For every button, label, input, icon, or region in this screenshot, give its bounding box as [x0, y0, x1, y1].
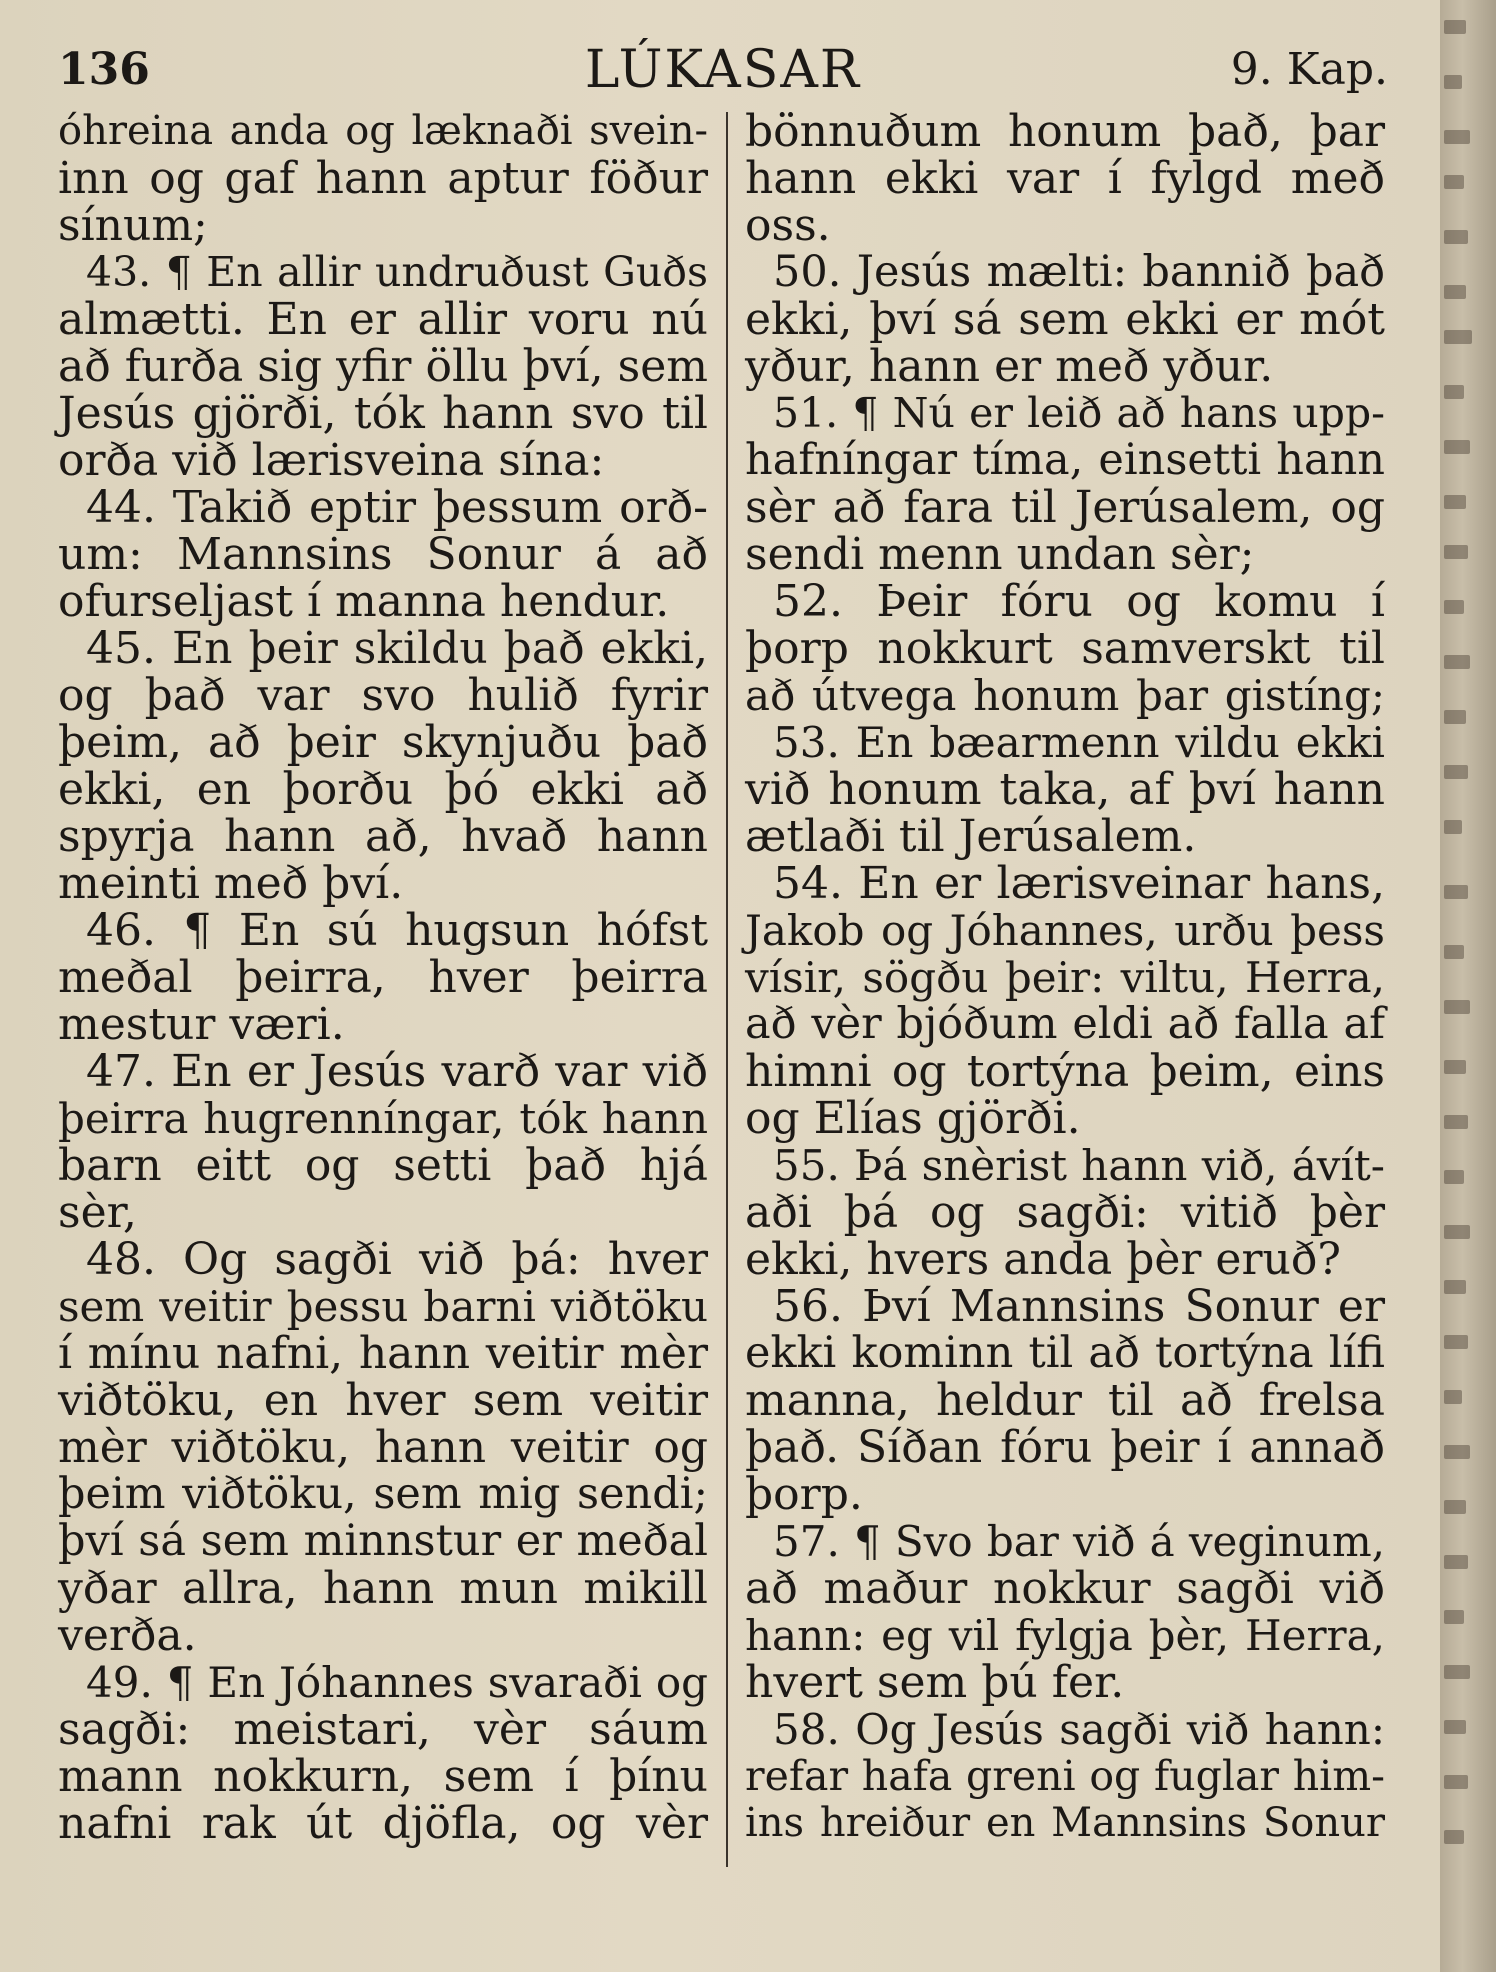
text-line: Jakob og Jóhannes, urðu þess — [745, 906, 1385, 955]
text-line: í mínu nafni, hann veitir mèr — [58, 1328, 708, 1379]
edge-text-fragment — [1444, 1830, 1464, 1844]
text-line: 58. Og Jesús sagði við hann: — [773, 1705, 1385, 1754]
chapter-label: 9. Kap. — [1230, 44, 1388, 95]
text-line: um: Mannsins Sonur á að — [58, 529, 708, 580]
text-line: oss. — [745, 200, 831, 251]
text-line: 43. ¶ En allir undruðust Guðs — [86, 248, 708, 296]
edge-text-fragment — [1444, 1775, 1468, 1789]
text-line: himni og tortýna þeim, eins — [745, 1046, 1385, 1097]
text-line: þeim, að þeir skynjuðu það — [58, 717, 708, 768]
text-line: við honum taka, af því hann — [745, 764, 1385, 815]
column-divider — [726, 112, 728, 1867]
text-line: að furða sig yfir öllu því, sem — [58, 341, 708, 392]
text-line: sendi menn undan sèr; — [745, 529, 1255, 580]
text-line: ekki kominn til að tortýna lífi — [745, 1328, 1385, 1378]
text-line: almætti. En er allir voru nú — [58, 294, 708, 345]
text-line: refar hafa greni og fuglar him- — [745, 1752, 1385, 1800]
edge-text-fragment — [1444, 1225, 1470, 1239]
text-line: þeim viðtöku, sem mig sendi; — [58, 1469, 708, 1519]
text-line: spyrja hann að, hvað hann — [58, 811, 708, 862]
edge-text-fragment — [1444, 440, 1470, 454]
edge-text-fragment — [1444, 885, 1468, 899]
text-line: sagði: meistari, vèr sáum — [58, 1704, 708, 1755]
edge-text-fragment — [1444, 710, 1466, 724]
right-text-column — [745, 108, 1385, 1847]
text-line: 56. Því Mannsins Sonur er — [773, 1281, 1385, 1332]
text-line: aði þá og sagði: vitið þèr — [745, 1187, 1385, 1238]
text-line: ofurseljast í manna hendur. — [58, 576, 670, 627]
text-line: verða. — [58, 1610, 197, 1661]
edge-text-fragment — [1444, 385, 1464, 399]
text-line: inn og gaf hann aptur föður — [58, 153, 708, 204]
text-line: að vèr bjóðum eldi að falla af — [745, 999, 1385, 1049]
text-line: viðtöku, en hver sem veitir — [58, 1375, 708, 1426]
text-line: yður, hann er með yður. — [745, 341, 1274, 392]
text-line: ekki, en þorðu þó ekki að — [58, 764, 708, 815]
edge-text-fragment — [1444, 1335, 1468, 1349]
text-line: hann: eg vil fylgja þèr, Herra, — [745, 1611, 1385, 1660]
edge-text-fragment — [1444, 20, 1466, 34]
edge-text-fragment — [1444, 175, 1464, 189]
edge-text-fragment — [1444, 1500, 1466, 1514]
text-line: ekki, því sá sem ekki er mót — [745, 294, 1385, 345]
adjacent-page-edge — [1440, 0, 1496, 1972]
edge-text-fragment — [1444, 820, 1462, 834]
page-number: 136 — [58, 44, 150, 95]
edge-text-fragment — [1444, 75, 1462, 89]
text-line: og það var svo hulið fyrir — [58, 670, 708, 721]
text-line: þorp. — [745, 1469, 863, 1520]
text-line: Jesús gjörði, tók hann svo til — [58, 388, 708, 439]
edge-text-fragment — [1444, 1610, 1464, 1624]
text-line: hvert sem þú fer. — [745, 1657, 1125, 1708]
text-line: sèr að fara til Jerúsalem, og — [745, 482, 1385, 533]
text-line: orða við lærisveina sína: — [58, 435, 605, 486]
edge-text-fragment — [1444, 945, 1464, 959]
text-line: ætlaði til Jerúsalem. — [745, 811, 1197, 862]
text-line: meinti með því. — [58, 858, 404, 909]
edge-text-fragment — [1444, 600, 1464, 614]
edge-text-fragment — [1444, 1000, 1470, 1014]
text-line: sínum; — [58, 200, 208, 251]
edge-text-fragment — [1444, 1170, 1464, 1184]
edge-text-fragment — [1444, 230, 1468, 244]
text-line: 45. En þeir skildu það ekki, — [86, 623, 708, 674]
text-line: 55. Þá snèrist hann við, ávít- — [773, 1141, 1385, 1190]
text-line: meðal þeirra, hver þeirra — [58, 952, 708, 1003]
text-line: 49. ¶ En Jóhannes svaraði og — [86, 1658, 708, 1707]
text-line: þeirra hugrenníngar, tók hann — [58, 1094, 708, 1143]
text-line: mestur væri. — [58, 999, 345, 1050]
book-title: LÚKASAR — [584, 40, 862, 100]
text-line: sem veitir þessu barni viðtöku — [58, 1282, 708, 1331]
text-line: þorp nokkurt samverskt til — [745, 623, 1385, 674]
text-line: mann nokkurn, sem í þínu — [58, 1751, 708, 1802]
text-line: að útvega honum þar gistíng; — [745, 671, 1385, 720]
text-line: hann ekki var í fylgd með — [745, 153, 1385, 204]
text-line: 57. ¶ Svo bar við á veginum, — [773, 1517, 1385, 1566]
text-line: ekki, hvers anda þèr eruð? — [745, 1234, 1341, 1285]
text-line: sèr, — [58, 1187, 137, 1238]
text-line: nafni rak út djöfla, og vèr — [58, 1798, 708, 1849]
text-line: 46. ¶ En sú hugsun hófst — [86, 905, 708, 956]
text-line: 47. En er Jesús varð var við — [86, 1046, 708, 1097]
text-line: 50. Jesús mælti: bannið það — [773, 247, 1385, 297]
edge-text-fragment — [1444, 1555, 1468, 1569]
text-line: 51. ¶ Nú er leið að hans upp- — [773, 389, 1385, 437]
edge-text-fragment — [1444, 330, 1472, 344]
text-line: hafníngar tíma, einsetti hann — [745, 435, 1385, 485]
running-header — [58, 40, 1388, 100]
text-line: vísir, sögðu þeir: viltu, Herra, — [745, 953, 1385, 1002]
text-line: mèr viðtöku, hann veitir og — [58, 1422, 708, 1473]
edge-text-fragment — [1444, 1390, 1462, 1404]
edge-text-fragment — [1444, 1280, 1466, 1294]
text-line: óhreina anda og læknaði svein- — [58, 108, 708, 154]
left-text-column — [58, 108, 708, 1847]
edge-text-fragment — [1444, 285, 1466, 299]
text-line: 48. Og sagði við þá: hver — [86, 1234, 708, 1285]
edge-text-fragment — [1444, 130, 1470, 144]
edge-text-fragment — [1444, 1060, 1466, 1074]
edge-text-fragment — [1444, 765, 1468, 779]
text-line: barn eitt og setti það hjá — [58, 1140, 708, 1191]
text-line: 54. En er lærisveinar hans, — [773, 858, 1385, 909]
edge-text-fragment — [1444, 1720, 1466, 1734]
text-line: manna, heldur til að frelsa — [745, 1375, 1385, 1426]
text-line: 53. En bæarmenn vildu ekki — [773, 718, 1385, 767]
edge-text-fragment — [1444, 655, 1470, 669]
text-line: yðar allra, hann mun mikill — [58, 1563, 708, 1614]
edge-text-fragment — [1444, 1445, 1470, 1459]
text-line: það. Síðan fóru þeir í annað — [745, 1422, 1385, 1473]
text-line: ins hreiður en Mannsins Sonur — [745, 1800, 1385, 1846]
edge-text-fragment — [1444, 545, 1468, 559]
edge-text-fragment — [1444, 1665, 1470, 1679]
edge-text-fragment — [1444, 495, 1466, 509]
text-line: og Elías gjörði. — [745, 1093, 1081, 1144]
text-line: því sá sem minnstur er meðal — [58, 1516, 708, 1566]
text-line: 52. Þeir fóru og komu í — [773, 576, 1385, 627]
text-line: að maður nokkur sagði við — [745, 1563, 1385, 1614]
text-line: 44. Takið eptir þessum orð- — [86, 482, 708, 533]
text-line: bönnuðum honum það, þar — [745, 106, 1385, 157]
edge-text-fragment — [1444, 1115, 1468, 1129]
